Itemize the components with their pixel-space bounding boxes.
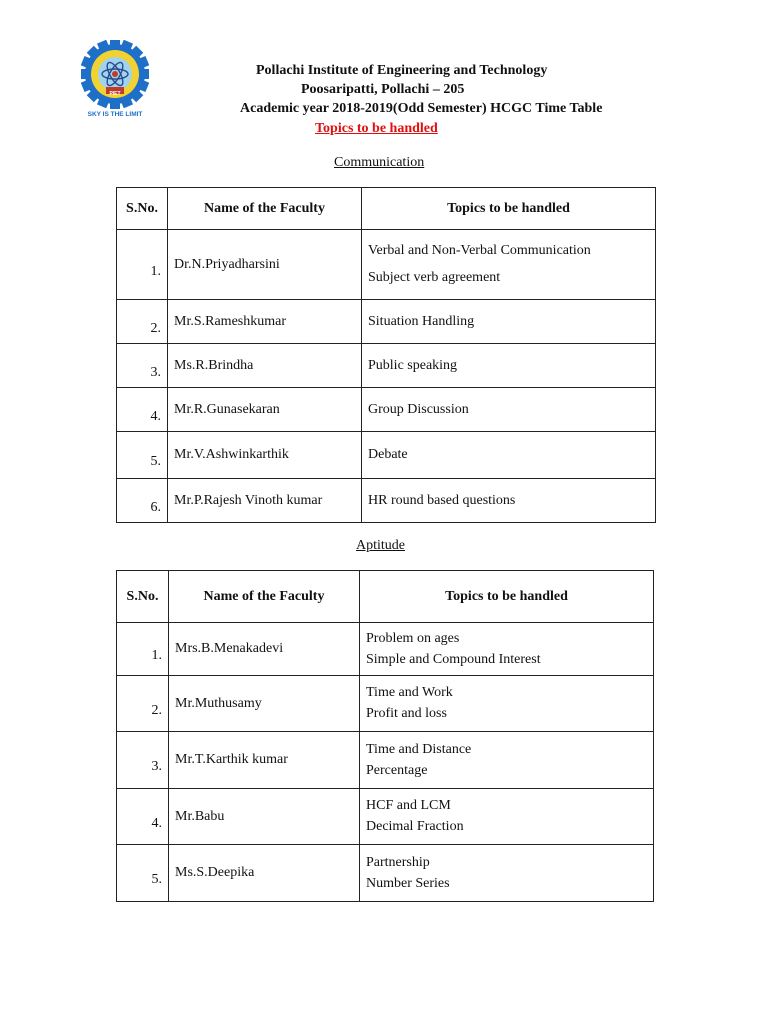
table-header-row [117, 571, 654, 623]
topic-item: Debate [368, 447, 408, 462]
institute-address: Poosaripatti, Pollachi – 205 [301, 82, 465, 97]
table-row [117, 230, 656, 300]
topics-cell [360, 732, 654, 789]
topics-cell [362, 344, 656, 388]
faculty-name: Dr.N.Priyadharsini [168, 230, 362, 300]
sno-cell [117, 479, 168, 523]
topic-item: Problem on ages [366, 630, 460, 646]
communication-heading: Communication [334, 155, 425, 170]
sno-cell [117, 230, 168, 300]
topic-item: Partnership [366, 854, 430, 870]
sno-value: 3. [151, 759, 162, 774]
faculty-name: Mr.R.Gunasekaran [168, 388, 362, 432]
table-row [117, 432, 656, 479]
aptitude-table [116, 570, 654, 902]
column-header-faculty: Name of the Faculty [169, 571, 360, 623]
table-row [117, 344, 656, 388]
faculty-name: Ms.S.Deepika [169, 845, 360, 902]
sno-value: 2. [151, 702, 162, 718]
topics-cell [362, 388, 656, 432]
sno-cell [117, 300, 168, 344]
topics-cell [362, 230, 656, 300]
column-header-topics: Topics to be handled [362, 188, 656, 230]
sno-cell [117, 845, 169, 902]
topics-cell [362, 432, 656, 479]
sno-cell [117, 676, 169, 732]
academic-year-title: Academic year 2018-2019(Odd Semester) HCGC Time Table [240, 101, 603, 116]
topic-item: Verbal and Non-Verbal Communication [368, 243, 591, 258]
institute-logo [81, 40, 149, 136]
topics-cell [360, 789, 654, 845]
column-header-sno: S.No. [117, 571, 169, 623]
sno-cell [117, 344, 168, 388]
sno-cell [117, 732, 169, 789]
svg-text:PIET: PIET [109, 91, 121, 97]
topic-item: Percentage [366, 762, 428, 778]
sno-value: 3. [150, 364, 161, 380]
table-row [117, 300, 656, 344]
topics-subtitle: Topics to be handled [315, 121, 438, 136]
topic-item: Decimal Fraction [366, 819, 464, 834]
sno-value: 1. [150, 263, 161, 279]
sno-value: 5. [150, 454, 161, 469]
sno-value: 2. [150, 320, 161, 336]
table-row [117, 845, 654, 902]
topics-cell [360, 845, 654, 902]
table-row [117, 479, 656, 523]
topic-item: Situation Handling [368, 313, 475, 329]
column-header-sno: S.No. [117, 188, 168, 230]
table-row [117, 623, 654, 676]
topic-item: Time and Work [366, 685, 453, 700]
faculty-name: Mr.Babu [169, 789, 360, 845]
topic-item: Profit and loss [366, 706, 447, 721]
sno-cell [117, 789, 169, 845]
topic-item: Time and Distance [366, 741, 472, 757]
table-row [117, 388, 656, 432]
topics-cell [362, 479, 656, 523]
sno-cell [117, 623, 169, 676]
institute-name: Pollachi Institute of Engineering and Technology [256, 63, 548, 78]
aptitude-heading: Aptitude [356, 538, 405, 553]
sno-value: 5. [151, 872, 162, 887]
faculty-name: Mr.S.Rameshkumar [168, 300, 362, 344]
sno-value: 1. [151, 648, 162, 663]
topic-item: HR round based questions [368, 492, 516, 508]
topic-item: Group Discussion [368, 401, 469, 417]
topic-item: Number Series [366, 875, 450, 891]
faculty-name: Mr.P.Rajesh Vinoth kumar [168, 479, 362, 523]
column-header-topics: Topics to be handled [360, 571, 654, 623]
sno-value: 4. [150, 408, 161, 424]
topics-cell [360, 623, 654, 676]
topic-item: HCF and LCM [366, 798, 451, 813]
faculty-name: Mr.Muthusamy [169, 676, 360, 732]
topic-item: Simple and Compound Interest [366, 651, 541, 667]
topic-item: Subject verb agreement [368, 270, 501, 285]
table-row [117, 789, 654, 845]
topics-cell [362, 300, 656, 344]
topic-item: Public speaking [368, 357, 458, 373]
faculty-name: Mrs.B.Menakadevi [169, 623, 360, 676]
table-row [117, 732, 654, 789]
topics-cell [360, 676, 654, 732]
sno-cell [117, 388, 168, 432]
communication-table [116, 187, 656, 523]
table-row [117, 676, 654, 732]
faculty-name: Mr.T.Karthik kumar [169, 732, 360, 789]
faculty-name: Ms.R.Brindha [168, 344, 362, 388]
sno-cell [117, 432, 168, 479]
svg-text:SKY IS THE LIMIT: SKY IS THE LIMIT [87, 111, 143, 118]
sno-value: 6. [150, 499, 161, 515]
sno-value: 4. [151, 815, 162, 831]
faculty-name: Mr.V.Ashwinkarthik [168, 432, 362, 479]
column-header-faculty: Name of the Faculty [168, 188, 362, 230]
table-header-row [117, 188, 656, 230]
